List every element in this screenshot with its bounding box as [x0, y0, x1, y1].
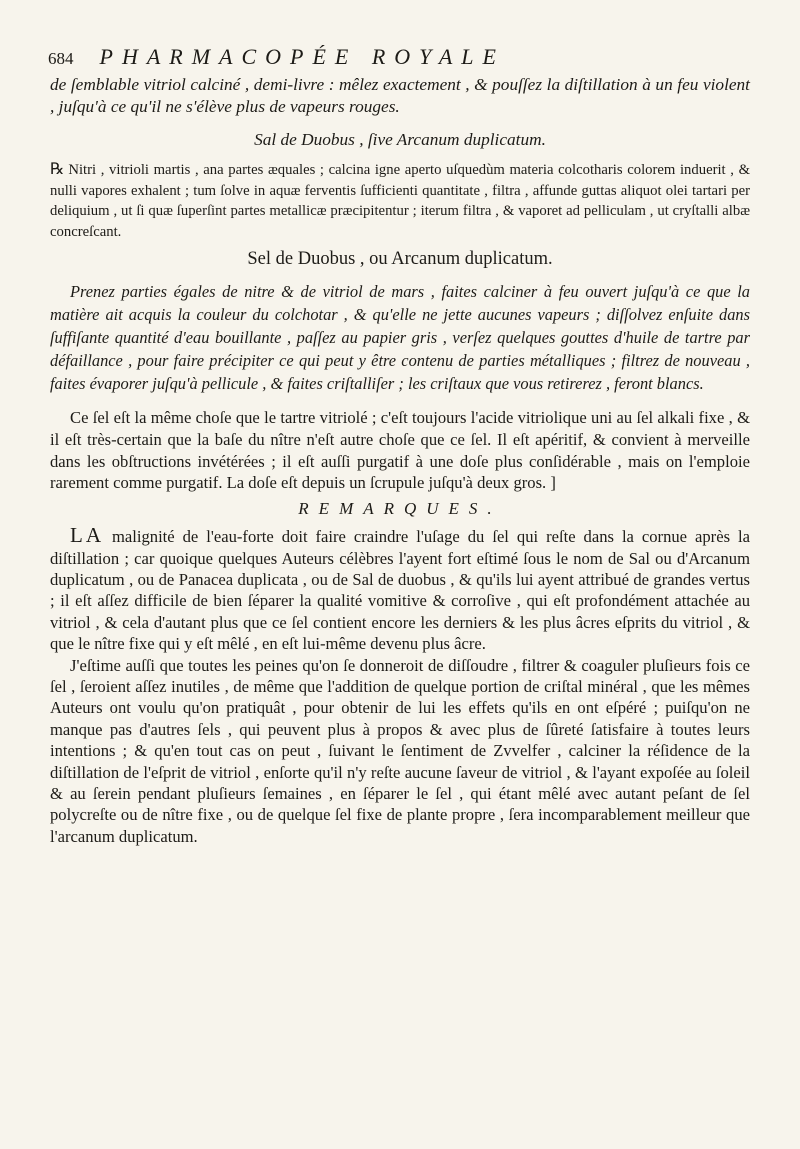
- drop-cap: LA: [70, 523, 104, 548]
- remarques-heading: REMARQUES.: [298, 499, 502, 519]
- french-recipe: Prenez parties égales de nitre & de vitriol de mars , faites calciner à feu ouvert juſqu'à ce que la matière ait acquis la couleur du colchotar , & qu'elle ne jette aucunes vapeurs ; diſſolvez enſuite dans ſuffiſante quantité d'eau bouillante , paſſez au papier gris , verſez quelques gouttes d'huile de tartre par défaillance , pour faire précipiter ce qui peut y être contenu de parties métalliques ; filtrez de nouveau , faites évaporer juſqu'à pellicule , & faites criſtalliſer ; les criſtaux que vous retirerez , feront blancs.: [50, 282, 750, 393]
- remarque-text-1: malignité de l'eau-forte doit faire craindre l'uſage du ſel qui reſte dans la cornue après la diſtillation ; car quoique quelques Auteurs célèbres l'ayent fort eſtimé ſous le nom de Sal ou d'Arcanum duplicatum , ou de Panacea duplicata , ou de Sal de duobus , & qu'ils lui ayent attribué de grandes vertus ; il eſt aſſez difficile de bien ſéparer la qualité vomitive & corroſive , qui eſt profondément attachée au vitriol , & cela d'autant plus que ce ſel contient encore les derniers & les plus âcres eſprits du vitriol , & que le nître fixe qui y eſt mêlé , en eſt lui-même devenu plus âcre.: [50, 527, 750, 654]
- intro-paragraph: de ſemblable vitriol calciné , demi-livre : mêlez exactement , & pouſſez la diſtillation à un feu violent , juſqu'à ce qu'il ne s'élève plus de vapeurs rouges.: [50, 75, 750, 116]
- latin-recipe-text: Nitri , vitrioli martis , ana partes æquales ; calcina igne aperto uſquedùm materia colcotharis colorem induerit , & nulli vapores exhalent ; tum ſolve in aquæ ferventis ſufficienti quantitate , filtra , affunde guttas aliquot olei tartari per deliquium , ut ſi quæ ſuperſint partes metallicæ præcipitentur ; iterum filtra , & vaporet ad pelliculam , ut cryſtalli albæ concreſcant.: [50, 162, 750, 240]
- page-body: [50, 74, 750, 847]
- recipe-symbol-icon: ℞: [50, 161, 65, 178]
- remarque-paragraph-1: [50, 525, 750, 654]
- page-number: 684: [48, 49, 74, 68]
- french-section-title: Sel de Duobus , ou Arcanum duplicatum.: [247, 249, 553, 269]
- latin-section-title: Sal de Duobus , ſive Arcanum duplicatum.: [254, 130, 546, 149]
- commentary-paragraph: Ce ſel eſt la même choſe que le tartre vitriolé ; c'eſt toujours l'acide vitriolique uni au ſel alkali fixe , & il eſt très-certain que la baſe du nître n'eſt autre choſe que ce ſel. Il eſt apéritif, & convient à merveille dans les obſtructions invétérées ; il eſt auſſi purgatif à une doſe plus conſidérable , mais on l'emploie rarement comme purgatif. La doſe eſt depuis un ſcrupule juſqu'à deux gros. ]: [50, 408, 750, 493]
- running-title: PHARMACOPÉE ROYALE: [99, 44, 505, 69]
- latin-recipe: [50, 160, 750, 242]
- remarque-paragraph-2: J'eſtime auſſi que toutes les peines qu'on ſe donneroit de diſſoudre , filtrer & coaguler pluſieurs fois ce ſel , ſeroient aſſez inutiles , de même que l'addition de quelque portion de criſtal minéral , que les mêmes Auteurs ont voulu qu'on pratiquât , pour obtenir de lui les effets qu'ils en ont eſpéré ; puiſqu'on ne manque pas d'autres ſels , qui peuvent plus à propos & avec plus de ſûreté ſatisfaire à toutes leurs intentions ; & qu'en tout cas on peut , ſuivant le ſentiment de Zvvelfer , calciner la réſidence de la diſtillation de l'eſprit de vitriol , enſorte qu'il n'y reſte aucune ſaveur de vitriol , & l'ayant expoſée au ſoleil & au ſerein pendant pluſieurs ſemaines , en ſéparer le ſel , qui étant mêlé avec autant peſant de ſel polycreſte ou de nître fixe , ou de quelque ſel fixe de plante propre , ſera incomparablement meilleur que l'arcanum duplicatum.: [50, 655, 750, 846]
- running-header: [48, 44, 748, 70]
